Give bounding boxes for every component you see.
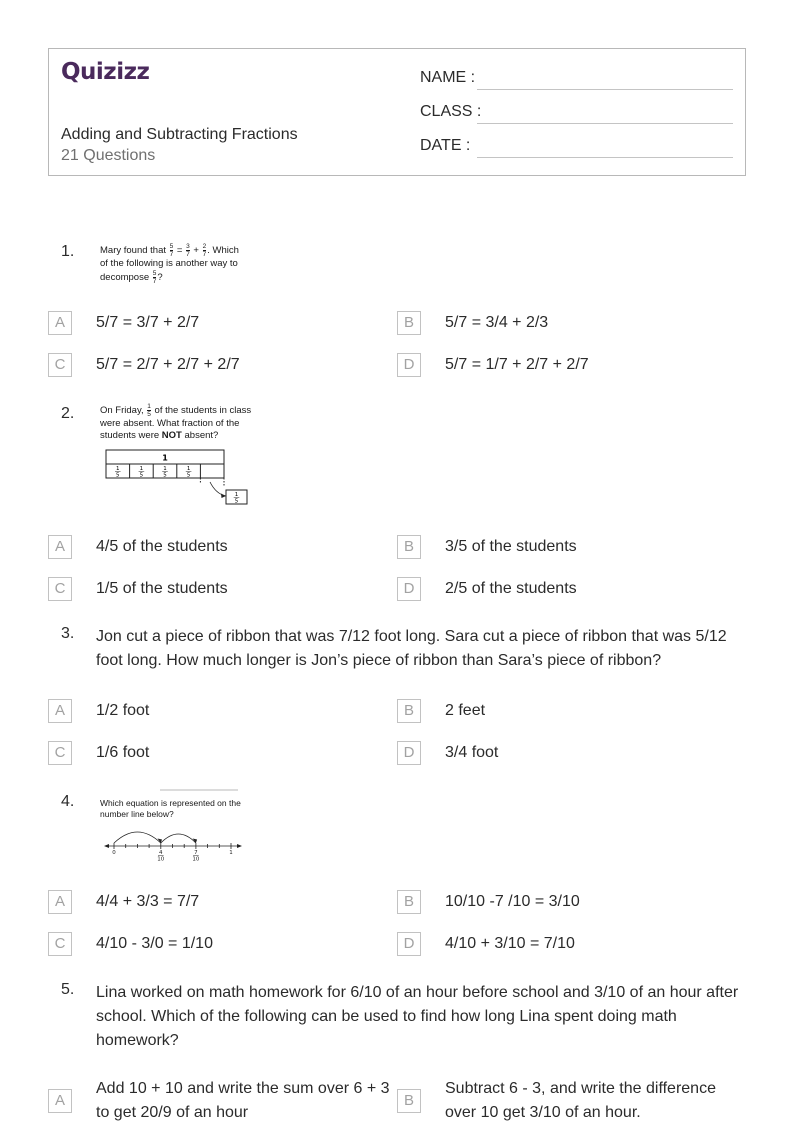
cell-label: 1 — [116, 466, 120, 472]
question-image: Mary found that $\frac{5}{7}$ = $\frac{3}{7}$ + $\frac{2}{7}$ . Which of the following is another way to decompose $\frac{5}{7}$ ? — [100, 243, 270, 285]
option-text[interactable]: 5/7 = 2/7 + 2/7 + 2/7 — [96, 356, 240, 373]
option-badge[interactable]: B — [397, 699, 421, 723]
option-badge[interactable]: B — [397, 311, 421, 335]
name-label: NAME : — [420, 69, 476, 86]
option-text[interactable]: 5/7 = 3/4 + 2/3 — [445, 314, 549, 331]
image-top-edge — [160, 789, 238, 791]
cell-label: 5 — [186, 472, 191, 479]
image-text: Mary found that — [100, 245, 167, 257]
option-badge[interactable]: A — [48, 699, 72, 723]
question-number: 2. — [61, 405, 75, 422]
option-text[interactable]: Add 10 + 10 and write the sum over 6 + 3 to get 20/9 of an hour — [96, 1080, 390, 1121]
cell-label: 1 — [139, 466, 144, 472]
option-badge[interactable]: D — [397, 932, 421, 956]
option-badge[interactable]: C — [48, 932, 72, 956]
option-text[interactable]: 5/7 = 1/7 + 2/7 + 2/7 — [445, 356, 589, 373]
fraction-bar-diagram — [100, 446, 252, 510]
tick-label: 0 — [112, 850, 116, 856]
worksheet-title: Adding and Subtracting Fractions — [61, 126, 298, 143]
question-text: Jon cut a piece of ribbon that was 7/12 foot long. Sara cut a piece of ribbon that was 5/12 foot long. How much longer is Jon’s piece of ribbon than Sara’s piece of ribbon? — [96, 628, 727, 669]
tick-label: 10 — [157, 856, 165, 863]
option-text[interactable]: 2/5 of the students — [445, 580, 577, 597]
option-text[interactable]: 4/4 + 3/3 = 7/7 — [96, 893, 200, 910]
option-badge[interactable]: A — [48, 890, 72, 914]
option-badge[interactable]: D — [397, 577, 421, 601]
tick-label: 1 — [229, 850, 233, 856]
question-number: 3. — [61, 625, 75, 642]
cell-label: 1 — [163, 466, 167, 472]
date-field[interactable] — [477, 157, 733, 158]
option-badge[interactable]: A — [48, 535, 72, 559]
option-text[interactable]: Subtract 6 - 3, and write the difference over 10 get 3/10 of an hour. — [445, 1080, 716, 1121]
class-field[interactable] — [477, 123, 733, 124]
tick-label: 10 — [192, 856, 200, 863]
question-number: 1. — [61, 243, 75, 260]
option-badge[interactable]: D — [397, 353, 421, 377]
quizizz-logo: Quizizz — [61, 59, 150, 85]
date-label: DATE : — [420, 137, 471, 154]
number-line-diagram — [100, 823, 246, 865]
option-badge[interactable]: C — [48, 577, 72, 601]
cell-label: 5 — [139, 472, 144, 479]
option-text[interactable]: 2 feet — [445, 702, 486, 719]
class-label: CLASS : — [420, 103, 482, 120]
option-text[interactable]: 3/5 of the students — [445, 538, 577, 555]
worksheet-header — [48, 48, 746, 176]
question-number: 4. — [61, 793, 75, 810]
option-text[interactable]: 1/5 of the students — [96, 580, 228, 597]
tick-label: 4 — [159, 850, 163, 856]
whole-label: 1 — [162, 453, 168, 463]
question-text: Lina worked on math homework for 6/10 of an hour before school and 3/10 of an hour after school. Which of the following can be used to find how long Lina spent doing math homework? — [96, 984, 739, 1049]
option-badge[interactable]: A — [48, 1089, 72, 1113]
out-label: 5 — [234, 498, 239, 505]
question-image: On Friday, $\frac{1}{5}$ of the students in class were absent. What fraction of the students were NOT absent? — [100, 403, 260, 442]
option-badge[interactable]: B — [397, 890, 421, 914]
fraction: $\frac{1}{5}$ — [147, 403, 151, 418]
image-text: of the following is another way to — [100, 258, 238, 269]
image-text: students were — [100, 430, 160, 441]
option-text[interactable]: 4/10 - 3/0 = 1/10 — [96, 935, 213, 952]
image-text: were absent. What fraction of the — [100, 418, 240, 429]
image-text: decompose — [100, 272, 150, 284]
option-badge[interactable]: B — [397, 1089, 421, 1113]
fraction: $\frac{5}{7}$ — [169, 243, 174, 258]
option-text[interactable]: 1/6 foot — [96, 744, 150, 761]
option-badge[interactable]: B — [397, 535, 421, 559]
option-badge[interactable]: C — [48, 741, 72, 765]
cell-label: 5 — [116, 472, 120, 479]
question-image — [100, 798, 260, 820]
option-text[interactable]: 4/5 of the students — [96, 538, 228, 555]
tick-label: 7 — [194, 850, 198, 856]
out-label: 1 — [234, 492, 239, 498]
image-text: number line below? — [100, 809, 174, 819]
fraction: $\frac{2}{7}$ — [202, 243, 207, 258]
question-count: 21 Questions — [61, 147, 156, 164]
image-text: On Friday, — [100, 405, 144, 417]
fraction: $\frac{3}{7}$ — [186, 243, 190, 258]
option-text[interactable]: 3/4 foot — [445, 744, 499, 761]
cell-label: 5 — [163, 472, 167, 479]
name-field[interactable] — [477, 89, 733, 90]
option-text[interactable]: 5/7 = 3/7 + 2/7 — [96, 314, 200, 331]
option-badge[interactable]: D — [397, 741, 421, 765]
question-number: 5. — [61, 981, 75, 998]
cell-label: 1 — [186, 466, 191, 472]
option-text[interactable]: 1/2 foot — [96, 702, 150, 719]
option-badge[interactable]: A — [48, 311, 72, 335]
fraction: $\frac{5}{7}$ — [152, 270, 157, 285]
option-text[interactable]: 4/10 + 3/10 = 7/10 — [445, 935, 575, 952]
option-text[interactable]: 10/10 -7 /10 = 3/10 — [445, 893, 580, 910]
option-badge[interactable]: C — [48, 353, 72, 377]
image-text: Which equation is represented on the — [100, 798, 241, 808]
